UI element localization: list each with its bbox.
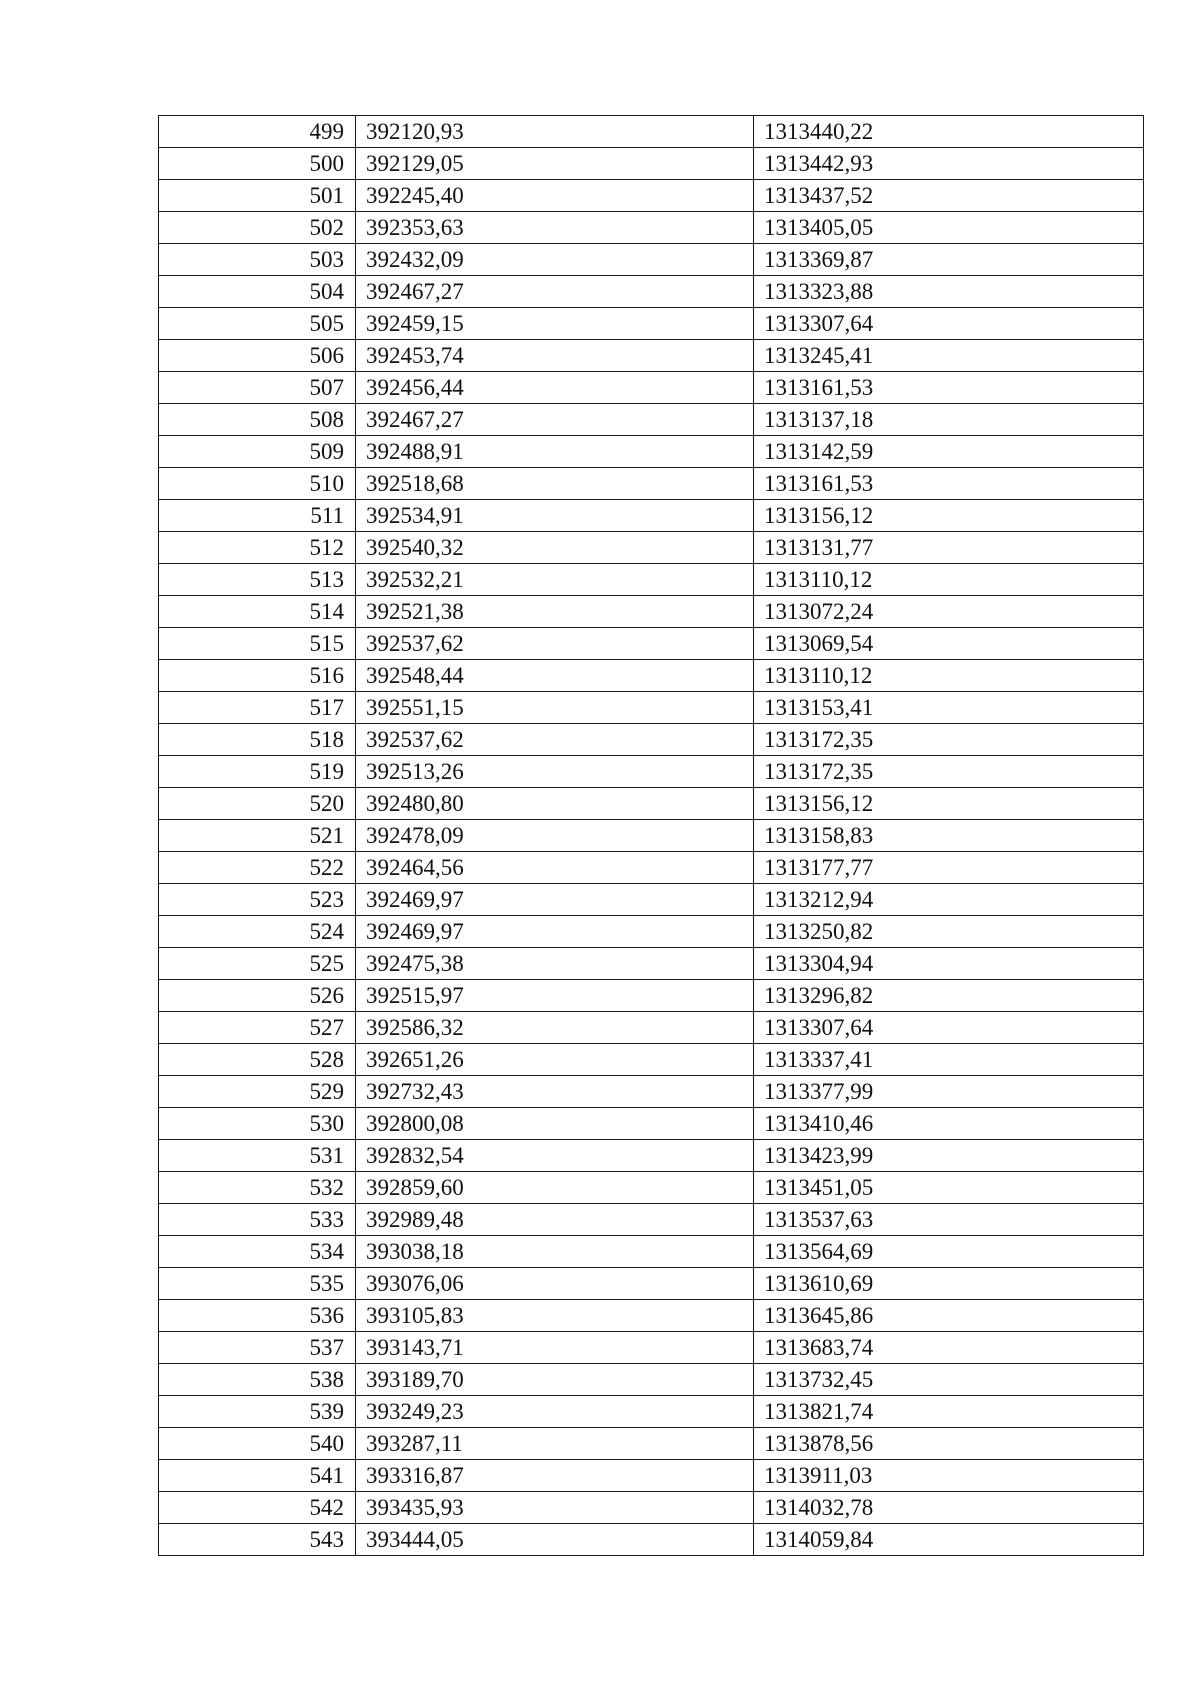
x-coordinate-cell: 392353,63 xyxy=(356,212,754,244)
point-number-cell: 506 xyxy=(159,340,356,372)
point-number-cell: 540 xyxy=(159,1428,356,1460)
x-coordinate-cell: 393316,87 xyxy=(356,1460,754,1492)
point-number-cell: 527 xyxy=(159,1012,356,1044)
y-coordinate-cell: 1313172,35 xyxy=(754,756,1144,788)
x-coordinate-cell: 393105,83 xyxy=(356,1300,754,1332)
x-coordinate-cell: 392586,32 xyxy=(356,1012,754,1044)
point-number-cell: 499 xyxy=(159,116,356,148)
x-coordinate-cell: 392469,97 xyxy=(356,884,754,916)
y-coordinate-cell: 1313156,12 xyxy=(754,500,1144,532)
table-row xyxy=(159,980,1144,1012)
x-coordinate-cell: 392518,68 xyxy=(356,468,754,500)
table-row xyxy=(159,948,1144,980)
point-number-cell: 500 xyxy=(159,148,356,180)
table-row xyxy=(159,1332,1144,1364)
table-row xyxy=(159,1300,1144,1332)
y-coordinate-cell: 1313645,86 xyxy=(754,1300,1144,1332)
x-coordinate-cell: 392534,91 xyxy=(356,500,754,532)
y-coordinate-cell: 1313405,05 xyxy=(754,212,1144,244)
table-row xyxy=(159,404,1144,436)
table-row xyxy=(159,1012,1144,1044)
table-row xyxy=(159,692,1144,724)
table-row xyxy=(159,1236,1144,1268)
point-number-cell: 528 xyxy=(159,1044,356,1076)
point-number-cell: 515 xyxy=(159,628,356,660)
table-row xyxy=(159,244,1144,276)
point-number-cell: 513 xyxy=(159,564,356,596)
y-coordinate-cell: 1313110,12 xyxy=(754,564,1144,596)
y-coordinate-cell: 1313245,41 xyxy=(754,340,1144,372)
y-coordinate-cell: 1314032,78 xyxy=(754,1492,1144,1524)
x-coordinate-cell: 392513,26 xyxy=(356,756,754,788)
point-number-cell: 501 xyxy=(159,180,356,212)
table-row xyxy=(159,916,1144,948)
y-coordinate-cell: 1314059,84 xyxy=(754,1524,1144,1556)
table-row xyxy=(159,788,1144,820)
x-coordinate-cell: 392732,43 xyxy=(356,1076,754,1108)
x-coordinate-cell: 392480,80 xyxy=(356,788,754,820)
x-coordinate-cell: 392800,08 xyxy=(356,1108,754,1140)
table-row xyxy=(159,468,1144,500)
point-number-cell: 505 xyxy=(159,308,356,340)
table-row xyxy=(159,500,1144,532)
table-row xyxy=(159,660,1144,692)
table-row xyxy=(159,820,1144,852)
point-number-cell: 525 xyxy=(159,948,356,980)
y-coordinate-cell: 1313304,94 xyxy=(754,948,1144,980)
x-coordinate-cell: 392859,60 xyxy=(356,1172,754,1204)
table-row xyxy=(159,212,1144,244)
table-row xyxy=(159,1076,1144,1108)
y-coordinate-cell: 1313172,35 xyxy=(754,724,1144,756)
y-coordinate-cell: 1313161,53 xyxy=(754,372,1144,404)
point-number-cell: 534 xyxy=(159,1236,356,1268)
point-number-cell: 543 xyxy=(159,1524,356,1556)
x-coordinate-cell: 392129,05 xyxy=(356,148,754,180)
x-coordinate-cell: 393444,05 xyxy=(356,1524,754,1556)
x-coordinate-cell: 392120,93 xyxy=(356,116,754,148)
x-coordinate-cell: 392651,26 xyxy=(356,1044,754,1076)
table-row xyxy=(159,1140,1144,1172)
x-coordinate-cell: 392532,21 xyxy=(356,564,754,596)
y-coordinate-cell: 1313440,22 xyxy=(754,116,1144,148)
point-number-cell: 507 xyxy=(159,372,356,404)
point-number-cell: 532 xyxy=(159,1172,356,1204)
point-number-cell: 514 xyxy=(159,596,356,628)
y-coordinate-cell: 1313212,94 xyxy=(754,884,1144,916)
x-coordinate-cell: 392453,74 xyxy=(356,340,754,372)
point-number-cell: 511 xyxy=(159,500,356,532)
point-number-cell: 531 xyxy=(159,1140,356,1172)
point-number-cell: 522 xyxy=(159,852,356,884)
table-row xyxy=(159,1524,1144,1556)
y-coordinate-cell: 1313732,45 xyxy=(754,1364,1144,1396)
point-number-cell: 502 xyxy=(159,212,356,244)
table-row xyxy=(159,564,1144,596)
x-coordinate-cell: 392459,15 xyxy=(356,308,754,340)
y-coordinate-cell: 1313564,69 xyxy=(754,1236,1144,1268)
y-coordinate-cell: 1313821,74 xyxy=(754,1396,1144,1428)
x-coordinate-cell: 393038,18 xyxy=(356,1236,754,1268)
x-coordinate-cell: 392467,27 xyxy=(356,404,754,436)
table-row xyxy=(159,532,1144,564)
point-number-cell: 533 xyxy=(159,1204,356,1236)
point-number-cell: 529 xyxy=(159,1076,356,1108)
table-row xyxy=(159,884,1144,916)
x-coordinate-cell: 392456,44 xyxy=(356,372,754,404)
y-coordinate-cell: 1313410,46 xyxy=(754,1108,1144,1140)
y-coordinate-cell: 1313442,93 xyxy=(754,148,1144,180)
table-row xyxy=(159,308,1144,340)
coordinates-table-body xyxy=(159,116,1144,1556)
point-number-cell: 542 xyxy=(159,1492,356,1524)
y-coordinate-cell: 1313142,59 xyxy=(754,436,1144,468)
table-row xyxy=(159,116,1144,148)
x-coordinate-cell: 393076,06 xyxy=(356,1268,754,1300)
point-number-cell: 504 xyxy=(159,276,356,308)
x-coordinate-cell: 392832,54 xyxy=(356,1140,754,1172)
x-coordinate-cell: 392478,09 xyxy=(356,820,754,852)
table-row xyxy=(159,724,1144,756)
coordinates-table xyxy=(158,115,1144,1556)
x-coordinate-cell: 393143,71 xyxy=(356,1332,754,1364)
table-row xyxy=(159,276,1144,308)
x-coordinate-cell: 392488,91 xyxy=(356,436,754,468)
y-coordinate-cell: 1313683,74 xyxy=(754,1332,1144,1364)
y-coordinate-cell: 1313296,82 xyxy=(754,980,1144,1012)
table-row xyxy=(159,436,1144,468)
x-coordinate-cell: 392432,09 xyxy=(356,244,754,276)
point-number-cell: 541 xyxy=(159,1460,356,1492)
y-coordinate-cell: 1313177,77 xyxy=(754,852,1144,884)
x-coordinate-cell: 392551,15 xyxy=(356,692,754,724)
y-coordinate-cell: 1313423,99 xyxy=(754,1140,1144,1172)
point-number-cell: 509 xyxy=(159,436,356,468)
y-coordinate-cell: 1313323,88 xyxy=(754,276,1144,308)
point-number-cell: 536 xyxy=(159,1300,356,1332)
table-row xyxy=(159,1364,1144,1396)
x-coordinate-cell: 392467,27 xyxy=(356,276,754,308)
y-coordinate-cell: 1313072,24 xyxy=(754,596,1144,628)
point-number-cell: 519 xyxy=(159,756,356,788)
point-number-cell: 508 xyxy=(159,404,356,436)
table-row xyxy=(159,1460,1144,1492)
x-coordinate-cell: 392548,44 xyxy=(356,660,754,692)
point-number-cell: 537 xyxy=(159,1332,356,1364)
x-coordinate-cell: 393189,70 xyxy=(356,1364,754,1396)
point-number-cell: 524 xyxy=(159,916,356,948)
y-coordinate-cell: 1313451,05 xyxy=(754,1172,1144,1204)
x-coordinate-cell: 392464,56 xyxy=(356,852,754,884)
y-coordinate-cell: 1313158,83 xyxy=(754,820,1144,852)
point-number-cell: 518 xyxy=(159,724,356,756)
y-coordinate-cell: 1313156,12 xyxy=(754,788,1144,820)
x-coordinate-cell: 392515,97 xyxy=(356,980,754,1012)
table-row xyxy=(159,1428,1144,1460)
table-row xyxy=(159,180,1144,212)
y-coordinate-cell: 1313307,64 xyxy=(754,1012,1144,1044)
y-coordinate-cell: 1313610,69 xyxy=(754,1268,1144,1300)
x-coordinate-cell: 393249,23 xyxy=(356,1396,754,1428)
table-row xyxy=(159,1172,1144,1204)
point-number-cell: 503 xyxy=(159,244,356,276)
table-row xyxy=(159,1268,1144,1300)
x-coordinate-cell: 392540,32 xyxy=(356,532,754,564)
y-coordinate-cell: 1313069,54 xyxy=(754,628,1144,660)
y-coordinate-cell: 1313250,82 xyxy=(754,916,1144,948)
table-row xyxy=(159,340,1144,372)
x-coordinate-cell: 393287,11 xyxy=(356,1428,754,1460)
y-coordinate-cell: 1313110,12 xyxy=(754,660,1144,692)
point-number-cell: 526 xyxy=(159,980,356,1012)
y-coordinate-cell: 1313911,03 xyxy=(754,1460,1144,1492)
x-coordinate-cell: 393435,93 xyxy=(356,1492,754,1524)
table-row xyxy=(159,148,1144,180)
x-coordinate-cell: 392521,38 xyxy=(356,596,754,628)
x-coordinate-cell: 392537,62 xyxy=(356,628,754,660)
y-coordinate-cell: 1313153,41 xyxy=(754,692,1144,724)
point-number-cell: 539 xyxy=(159,1396,356,1428)
x-coordinate-cell: 392469,97 xyxy=(356,916,754,948)
point-number-cell: 523 xyxy=(159,884,356,916)
table-row xyxy=(159,1492,1144,1524)
y-coordinate-cell: 1313369,87 xyxy=(754,244,1144,276)
y-coordinate-cell: 1313337,41 xyxy=(754,1044,1144,1076)
x-coordinate-cell: 392537,62 xyxy=(356,724,754,756)
y-coordinate-cell: 1313131,77 xyxy=(754,532,1144,564)
point-number-cell: 512 xyxy=(159,532,356,564)
y-coordinate-cell: 1313307,64 xyxy=(754,308,1144,340)
point-number-cell: 538 xyxy=(159,1364,356,1396)
point-number-cell: 530 xyxy=(159,1108,356,1140)
point-number-cell: 516 xyxy=(159,660,356,692)
y-coordinate-cell: 1313161,53 xyxy=(754,468,1144,500)
table-row xyxy=(159,596,1144,628)
table-row xyxy=(159,1204,1144,1236)
point-number-cell: 510 xyxy=(159,468,356,500)
y-coordinate-cell: 1313437,52 xyxy=(754,180,1144,212)
table-row xyxy=(159,372,1144,404)
y-coordinate-cell: 1313377,99 xyxy=(754,1076,1144,1108)
point-number-cell: 521 xyxy=(159,820,356,852)
table-row xyxy=(159,852,1144,884)
table-row xyxy=(159,628,1144,660)
y-coordinate-cell: 1313137,18 xyxy=(754,404,1144,436)
y-coordinate-cell: 1313878,56 xyxy=(754,1428,1144,1460)
table-row xyxy=(159,1108,1144,1140)
point-number-cell: 520 xyxy=(159,788,356,820)
x-coordinate-cell: 392989,48 xyxy=(356,1204,754,1236)
point-number-cell: 535 xyxy=(159,1268,356,1300)
x-coordinate-cell: 392475,38 xyxy=(356,948,754,980)
table-row xyxy=(159,756,1144,788)
point-number-cell: 517 xyxy=(159,692,356,724)
table-row xyxy=(159,1044,1144,1076)
y-coordinate-cell: 1313537,63 xyxy=(754,1204,1144,1236)
x-coordinate-cell: 392245,40 xyxy=(356,180,754,212)
table-row xyxy=(159,1396,1144,1428)
